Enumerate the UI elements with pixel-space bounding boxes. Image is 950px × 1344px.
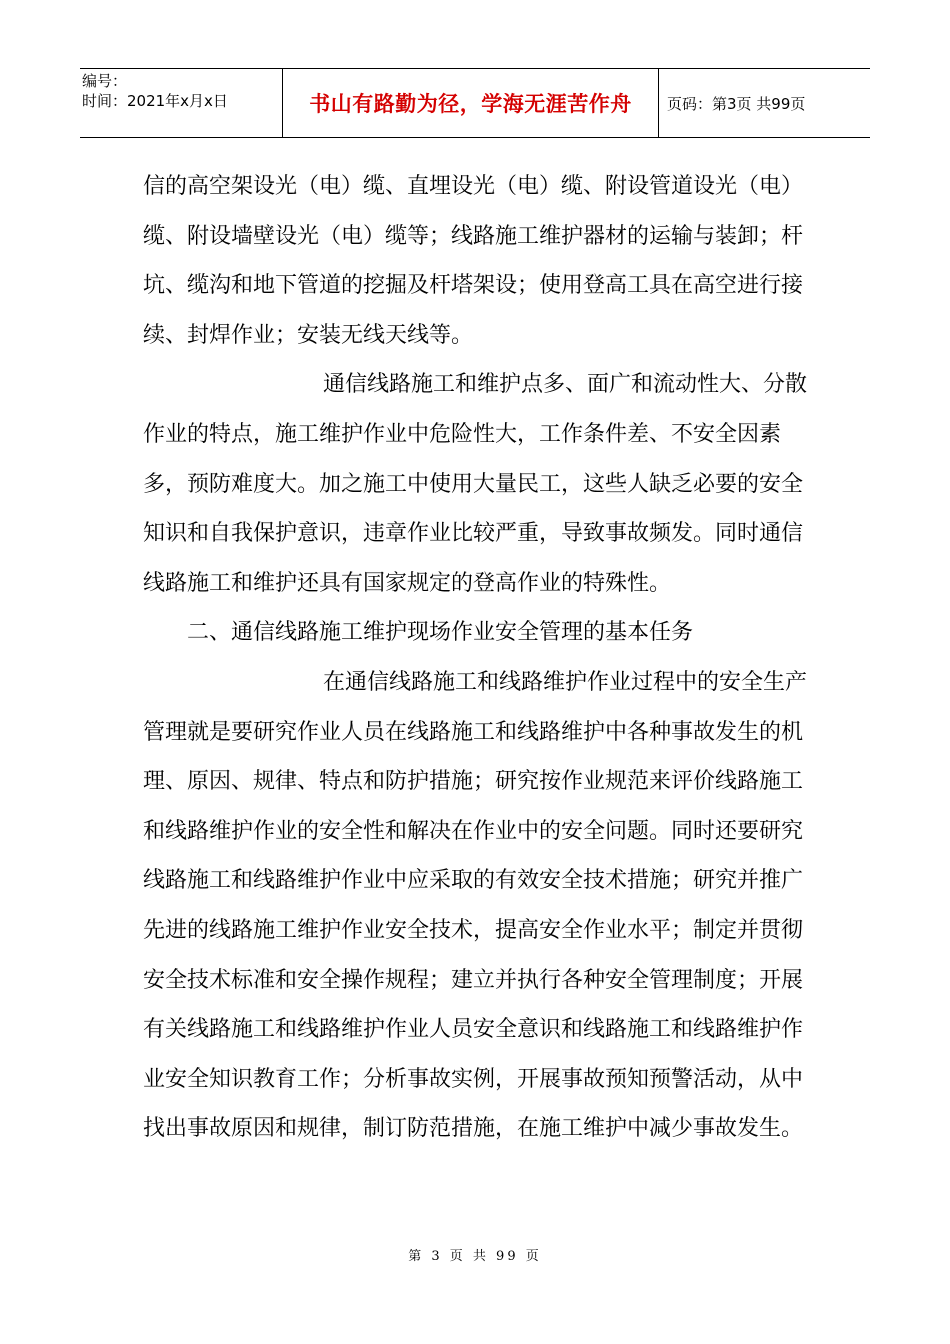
document-number-label: 编号： (82, 72, 128, 90)
header-meta (80, 69, 283, 137)
paragraph: 通信线路施工和维护点多、面广和流动性大、分散作业的特点，施工维护作业中危险性大，工作条件差、不安全因素多，预防难度大。加之施工中使用大量民工，这些人缺乏必要的安全知识和自我保护意识，违章作业比较严重，导致事故频发。同时通信线路施工和维护还具有国家规定的登高作业的特殊性。 (143, 372, 808, 596)
header-page-info: 页码：第3页 共99页 (667, 94, 806, 113)
document-date: 时间：2021年x月x日 (82, 92, 228, 110)
document-body (143, 162, 813, 1154)
header-motto: 书山有路勤为径，学海无涯苦作舟 (283, 69, 659, 137)
page-header (80, 68, 870, 138)
section-heading: 二、通信线路施工维护现场作业安全管理的基本任务 (187, 620, 694, 646)
paragraph: 在通信线路施工和线路维护作业过程中的安全生产管理就是要研究作业人员在线路施工和线路维护中各种事故发生的机理、原因、规律、特点和防护措施；研究按作业规范来评价线路施工和线路维护作业的安全性和解决在作业中的安全问题。同时还要研究线路施工和线路维护作业中应采取的有效安全技术措施；研究并推广先进的线路施工维护作业安全技术，提高安全作业水平；制定并贯彻安全技术标准和安全操作规程；建立并执行各种安全管理制度；开展有关线路施工和线路维护作业人员安全意识和线路施工和线路维护作业安全知识教育工作；分析事故实例，开展事故预知预警活动，从中找出事故原因和规律，制订防范措施，在施工维护中减少事故发生。 (143, 669, 808, 1142)
paragraph: 信的高空架设光（电）缆、直埋设光（电）缆、附设管道设光（电）缆、附设墙壁设光（电）缆等；线路施工维护器材的运输与装卸；杆坑、缆沟和地下管道的挖掘及杆塔架设；使用登高工具在高空进行接续、封焊作业；安装无线天线等。 (143, 174, 804, 348)
page-footer: 第 3 页 共 99 页 (408, 1249, 542, 1264)
